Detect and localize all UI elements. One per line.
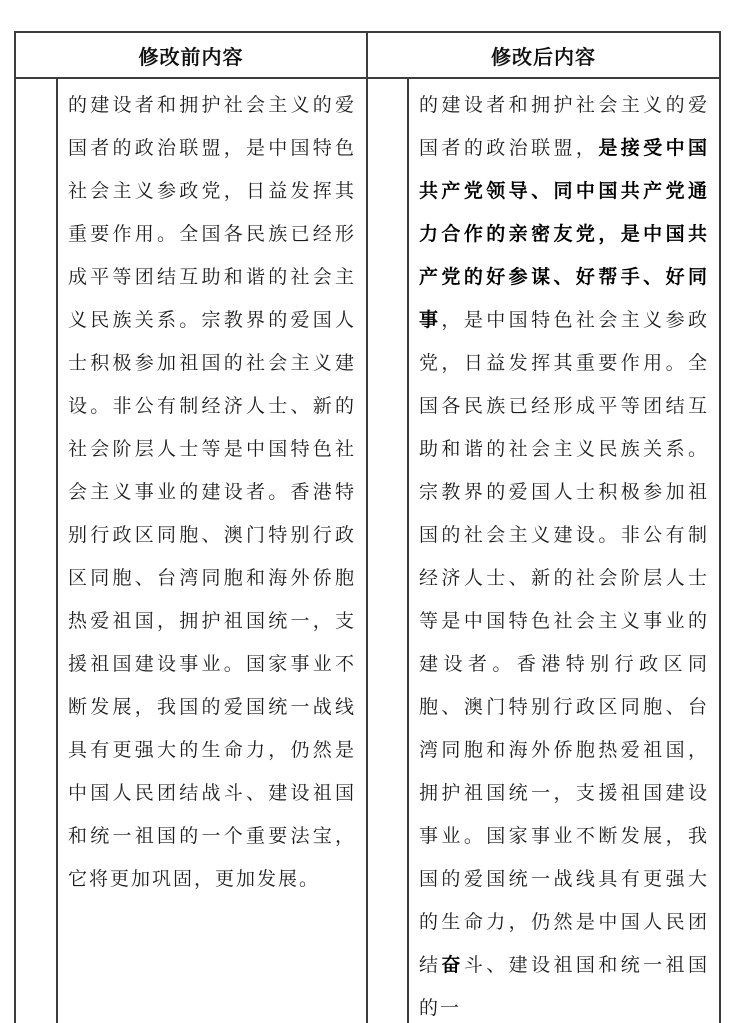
after-segment-plain: ，是中国特色社会主义参政党，日益发挥其重要作用。全国各民族已经形成平等团结互助和谐的社会主义民族关系。宗教界的爱国人士积极参加祖国的社会主义建设。非公有制经济人士、新的社会阶层人士等是中国特色社会主义事业的建设者。香港特别行政区同胞、澳门特别行政区同胞、台湾同胞和海外侨胞热爱祖国，拥护祖国统一，支援祖国建设事业。国家事业不断发展，我国的爱国统一战线具有更强大的生命力，仍然是中国人民团结: [419, 310, 709, 976]
after-column-header: 修改后内容: [367, 32, 720, 78]
before-content-cell: [57, 78, 367, 1023]
header-row: [15, 32, 720, 78]
after-content-cell: [408, 78, 720, 1023]
before-paragraph: 的建设者和拥护社会主义的爱国者的政治联盟，是中国特色社会主义参政党，日益发挥其重要作用。全国各民族已经形成平等团结互助和谐的社会主义民族关系。宗教界的爱国人士积极参加祖国的社会主义建设。非公有制经济人士、新的社会阶层人士等是中国特色社会主义事业的建设者。香港特别行政区同胞、澳门特别行政区同胞、台湾同胞和海外侨胞热爱祖国，拥护祖国统一，支援祖国建设事业。国家事业不断发展，我国的爱国统一战线具有更强大的生命力，仍然是中国人民团结战斗、建设祖国和统一祖国的一个重要法宝，它将更加巩固，更加发展。: [68, 95, 356, 890]
after-segment-plain: 斗、建设祖国和统一祖国的一: [419, 955, 709, 1019]
after-segment-inserted: 奋: [441, 955, 464, 976]
before-margin-cell: [15, 78, 57, 1023]
after-paragraph: [409, 79, 719, 1023]
after-segment-plain: 的建设者和拥护社会主义的爱国者的政治联盟，: [419, 95, 709, 159]
content-row: [15, 78, 720, 1023]
after-segment-inserted: 是接受中国共产党领导、同中国共产党通力合作的亲密友党，是中国共产党的好参谋、好帮手、好同事: [419, 138, 709, 331]
before-column-header: 修改前内容: [15, 32, 367, 78]
revision-compare-table: [14, 31, 721, 1023]
after-margin-cell: [367, 78, 408, 1023]
